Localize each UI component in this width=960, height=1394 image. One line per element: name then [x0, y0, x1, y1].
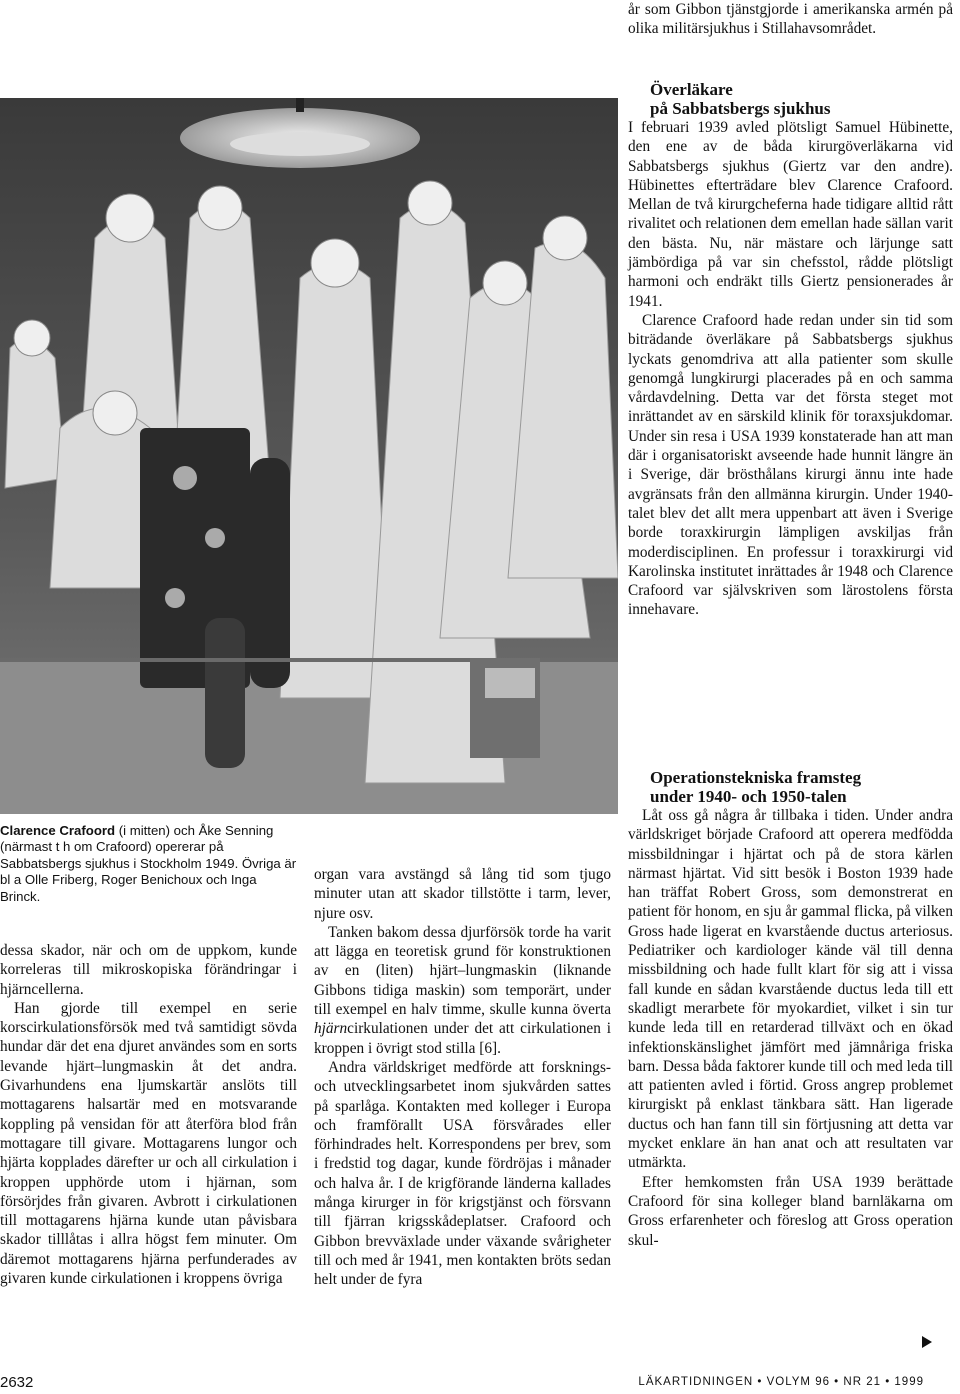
right-column-section-1 — [628, 80, 953, 620]
paragraph: Clarence Crafoord hade redan under sin tid som biträdande överläkare på Sabbatsbergs sjukhus lyckats genomdriva att alla patienter som skulle genomgå lungkirurgi placerades på en och samma vårdavdelning. Detta var det första steget mot inrättandet av en särskild klinik för toraxsjukdomar. Under sin resa i USA 1939 konstaterade han att man där i organisatoriskt avseende hade hunnit längre än i Sverige, där brösthålans kirurgi ännu inte hade avgränsats från den allmänna kirurgin. Under 1940-talet blev det allt mera uppenbart att även i Sverige borde toraxkirurgin lämpligen avskiljas från moderdisciplinen. En professur i toraxkirurgi vid Karolinska institutet inrättades år 1948 och Clarence Crafoord var självskriven som lärostolens första innehavare. — [628, 311, 953, 619]
emphasis: hjärn — [314, 1020, 348, 1038]
operation-photo — [0, 98, 618, 814]
section-heading-line-1: Överläkare — [650, 80, 733, 99]
paragraph: Andra världskriget medförde att forsknings- och utvecklingsarbetet inom sjukvården sattes på sparlåga. Kontakten med kolleger i Europa och framförallt USA försvårades eller förhindrades helt. Korrespondens per brev, som i fredstid tog dagar, kunde fördröjas i månader och halva år. I de krigförande länderna kallades många kirurger in för krigstjänst och försvann till fjärran krigsskådeplatser. Crafoord och Gibbon brevväxlade under växande svårigheter till och med år 1941, men kontakten bröts sedan helt under de fyra — [314, 1058, 611, 1289]
paragraph: Efter hemkomsten från USA 1939 berättade Crafoord för sina kolleger bland barnläkarna om Gross erfarenheter och föreslog att Gross operation skul- — [628, 1173, 953, 1249]
paragraph: I februari 1939 avled plötsligt Samuel Hübinette, den ene av de båda kirurgöverläkarna vid Sabbatsbergs sjukhus (Giertz var den andre). Hübinettes efterträdare blev Clarence Crafoord. Mellan de två kirurgcheferna hade tidigare alltid rått rivalitet och relationen dem emellan hade sällan varit den bästa. Nu, när mästare och lärjunge satt jämbördiga på var sin chefsstol, rådde plötsligt harmoni och endräkt tills Giertz pensionerades år 1941. — [628, 119, 953, 310]
page-footer — [0, 1370, 960, 1394]
section-heading-line-2: på Sabbatsbergs sjukhus — [650, 99, 831, 118]
page-number: 2632 — [0, 1374, 34, 1391]
paragraph-part: Tanken bakom dessa djurförsök torde ha varit att lägga en teoretisk grund för konstruktionen av en (liten) hjärt–lungmaskin (liknande Gibbons tidiga maskin) som temporärt, under till exempel en halv timme, skulle kunna överta — [314, 923, 611, 1019]
paragraph: organ vara avstängd så lång tid som tjugo minuter utan att skador tillstötte i tarm, lever, njure osv. — [314, 866, 611, 922]
caption-text: (i mitten) och Åke Senning (närmast t h om Crafoord) opererar på Sabbatsbergs sjukhus i Stockholm 1949. Övriga är bl a Olle Friberg, Roger Benichoux och Inga Brinck. — [0, 823, 297, 904]
journal-info: LÄKARTIDNINGEN • VOLYM 96 • NR 21 • 1999 — [638, 1376, 924, 1388]
section-heading-line-1: Operationstekniska framsteg — [650, 768, 862, 787]
photo-caption — [0, 823, 300, 905]
photo-illustration — [0, 98, 618, 814]
continue-arrow-icon — [922, 1336, 932, 1348]
paragraph: Låt oss gå några år tillbaka i tiden. Under andra världskriget började Crafoord att operera medfödda missbildningar i hjärtat och på de stora kärlen närmast hjärtat. Vid sitt besök i Boston 1939 hade han träffat Robert Gross, som demonstrerat en patient för honom, en sju år gammal flicka, på vilken Gross hade ligerat en kvarstående ductus arteriosus. Pediatriker och kardiologer kände väl till denna missbildning och hade fullt klart för sig att i vissa fall kunde en sådan kvarstående ductus leda till ett skadligt merarbete för myokardiet, vilket i sin tur kunde leda till en retarderad tillväxt och en ökad infektionskänslighet jämfört med jämnåriga friska barn. Dessa båda faktorer kunde till och med leda till att patienten avled i förtid. Gross angrep problemet kirurgiskt på enklast tänkbara sätt. Han ligerade ductus och han fann till sin förtjusning att detta var mycket enklare än han anat och att resultaten var utmärkta. — [628, 807, 953, 1172]
section-heading-line-2: under 1940- och 1950-talen — [650, 787, 847, 806]
middle-column — [314, 865, 611, 1290]
left-column — [0, 941, 297, 1288]
paragraph — [314, 923, 611, 1058]
right-column-section-2 — [628, 768, 953, 1250]
paragraph-part: cirkulationen under det att cirkulationen i kroppen i övrigt stod stilla [6]. — [314, 1020, 611, 1057]
caption-name: Clarence Crafoord — [0, 823, 116, 838]
top-right-paragraph-block — [628, 0, 953, 39]
paragraph: år som Gibbon tjänstgjorde i amerikanska armén på olika militärsjukhus i Stillahavsområdet. — [628, 1, 953, 38]
paragraph: Han gjorde till exempel en serie korscirkulationsförsök med två samtidigt sövda hundar där det ena djuret användes som en sorts levande hjärt–lungmaskin åt det andra. Givarhundens ena ljumskartär anslöts till mottagarens halsartär med en motsvarande koppling på vensidan för att återföra blod från mottagare till givare. Mottagarens lungor och hjärta kopplades därefter ur och all cirkulation i kroppen upphörde utom i hjärnan, som försörjdes från givaren. Avbrott i cirkulationen till mottagarens hjärna kunde utan påvisbara skador tilllåtas i allra högst fem minuter. Om däremot mottagarens hjärna perfunderades av givaren kunde cirkulationen i kroppens övriga — [0, 999, 297, 1288]
paragraph: dessa skador, när och om de uppkom, kunde korreleras till mikroskopiska förändringar i hjärncellerna. — [0, 942, 297, 998]
